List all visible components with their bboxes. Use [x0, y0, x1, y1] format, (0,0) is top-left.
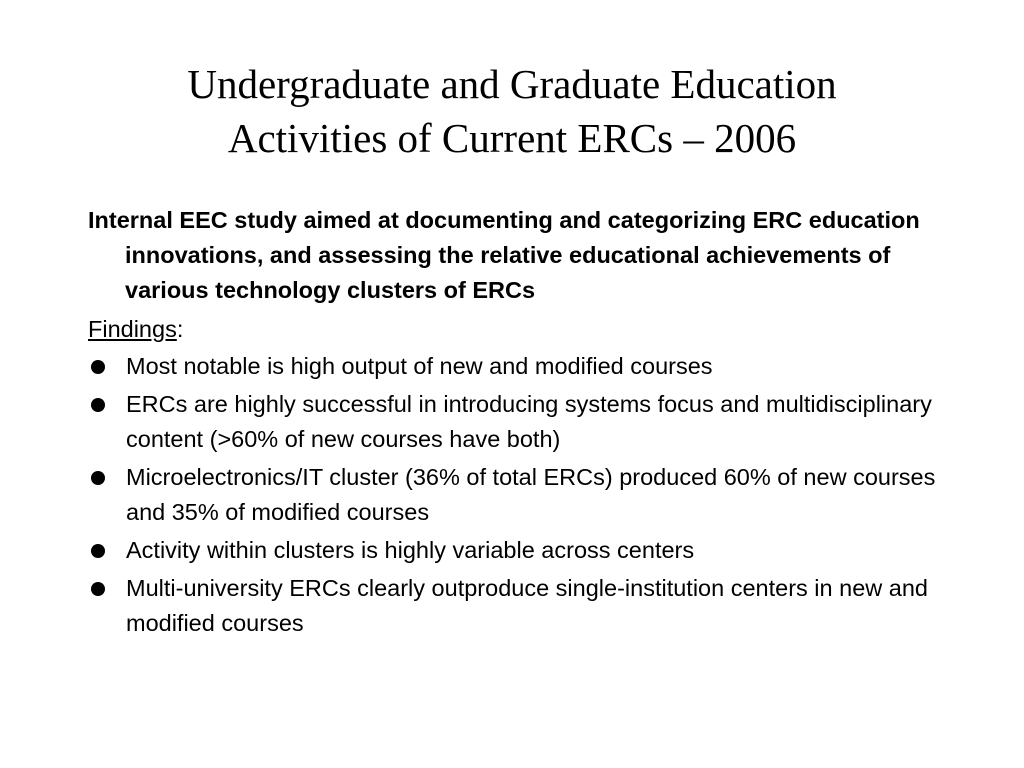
bullet-dot-icon: [91, 360, 105, 374]
list-item-text: Microelectronics/IT cluster (36% of total ERCs) produced 60% of new courses and 35% of modified courses: [126, 464, 936, 525]
slide-title-line-1: Undergraduate and Graduate Education: [187, 61, 837, 107]
list-item: [88, 460, 948, 530]
slide-title: [90, 57, 934, 165]
findings-colon: :: [176, 316, 184, 342]
list-item: [88, 387, 948, 457]
list-item-text: Multi-university ERCs clearly outproduce single-institution centers in new and modified courses: [126, 575, 928, 636]
bullet-dot-icon: [91, 582, 105, 596]
bullet-dot-icon: [91, 398, 105, 412]
bullet-dot-icon: [91, 544, 105, 558]
findings-list: [88, 349, 948, 641]
findings-label: Findings: [88, 316, 177, 342]
slide-title-line-2: Activities of Current ERCs – 2006: [227, 115, 797, 161]
list-item: [88, 349, 948, 384]
list-item-text: Activity within clusters is highly variable across centers: [126, 537, 695, 563]
findings-heading: [88, 312, 948, 347]
list-item: [88, 571, 948, 641]
slide-body: [88, 203, 948, 644]
intro-paragraph: Internal EEC study aimed at documenting and categorizing ERC education innovations, and assessing the relative educational achievements of various technology clusters of ERCs: [88, 207, 920, 303]
bullet-dot-icon: [91, 471, 105, 485]
list-item-text: ERCs are highly successful in introducing systems focus and multidisciplinary content (>60% of new courses have both): [126, 391, 932, 452]
list-item-text: Most notable is high output of new and modified courses: [126, 353, 713, 379]
list-item: [88, 533, 948, 568]
